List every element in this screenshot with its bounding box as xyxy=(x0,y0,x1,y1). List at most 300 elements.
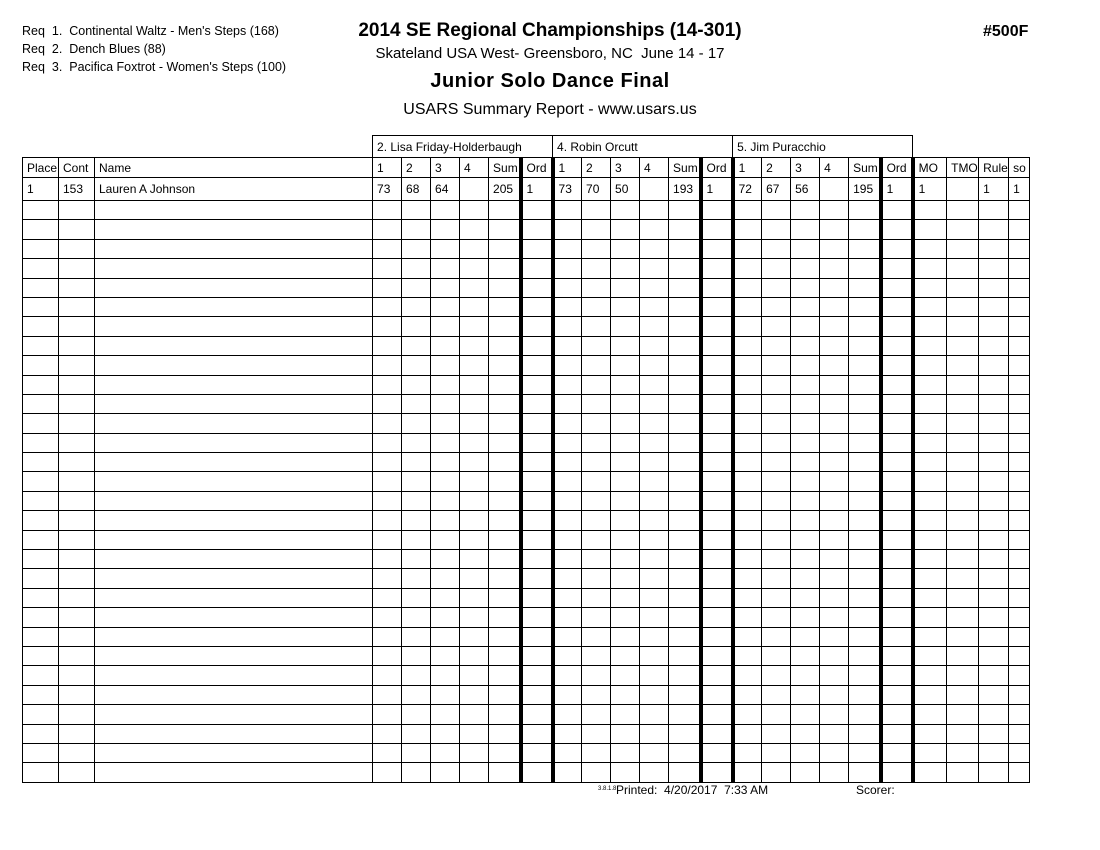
empty-cell xyxy=(947,220,979,239)
empty-cell xyxy=(402,569,431,588)
empty-cell xyxy=(669,569,701,588)
empty-cell xyxy=(402,550,431,569)
empty-cell xyxy=(431,394,460,413)
empty-cell xyxy=(669,472,701,491)
empty-cell xyxy=(791,239,820,258)
empty-cell xyxy=(402,375,431,394)
empty-cell xyxy=(23,588,59,607)
empty-cell xyxy=(669,666,701,685)
empty-cell xyxy=(640,239,669,258)
empty-cell xyxy=(669,608,701,627)
empty-cell xyxy=(582,763,611,782)
empty-cell xyxy=(59,394,95,413)
empty-cell xyxy=(59,317,95,336)
empty-cell xyxy=(521,743,553,762)
empty-cell xyxy=(1009,356,1030,375)
empty-cell xyxy=(402,278,431,297)
empty-cell xyxy=(582,414,611,433)
empty-cell xyxy=(460,627,489,646)
empty-cell xyxy=(553,201,582,220)
empty-cell xyxy=(640,763,669,782)
empty-cell xyxy=(849,666,881,685)
empty-cell xyxy=(733,569,762,588)
empty-cell xyxy=(1009,666,1030,685)
empty-cell xyxy=(373,201,402,220)
sum-cell: 195 xyxy=(849,178,881,201)
empty-cell xyxy=(460,491,489,510)
empty-cell xyxy=(979,394,1009,413)
empty-cell xyxy=(23,550,59,569)
empty-cell xyxy=(640,569,669,588)
score-cell: 56 xyxy=(791,178,820,201)
empty-cell xyxy=(733,511,762,530)
empty-cell xyxy=(489,259,521,278)
empty-cell xyxy=(701,646,733,665)
empty-cell xyxy=(820,530,849,549)
empty-cell xyxy=(733,433,762,452)
empty-cell xyxy=(431,356,460,375)
empty-cell xyxy=(820,724,849,743)
empty-cell xyxy=(820,511,849,530)
empty-cell xyxy=(881,705,913,724)
sum-cell: 205 xyxy=(489,178,521,201)
empty-cell xyxy=(1009,530,1030,549)
empty-cell xyxy=(640,317,669,336)
empty-cell xyxy=(489,608,521,627)
empty-cell xyxy=(947,491,979,510)
empty-cell xyxy=(431,375,460,394)
tmo-cell xyxy=(947,178,979,201)
empty-cell xyxy=(849,375,881,394)
empty-cell xyxy=(521,220,553,239)
empty-cell xyxy=(947,627,979,646)
empty-cell xyxy=(489,569,521,588)
empty-cell xyxy=(95,394,373,413)
judge-name-cell: 5. Jim Puracchio xyxy=(733,136,913,158)
empty-cell xyxy=(913,646,947,665)
empty-cell xyxy=(521,201,553,220)
empty-cell xyxy=(979,550,1009,569)
empty-cell xyxy=(373,588,402,607)
empty-cell xyxy=(701,627,733,646)
empty-cell xyxy=(947,743,979,762)
empty-cell xyxy=(553,472,582,491)
empty-cell xyxy=(733,375,762,394)
empty-cell xyxy=(460,666,489,685)
empty-cell xyxy=(820,220,849,239)
empty-cell xyxy=(791,724,820,743)
empty-cell xyxy=(373,511,402,530)
empty-cell xyxy=(95,472,373,491)
empty-cell xyxy=(373,433,402,452)
empty-cell xyxy=(582,472,611,491)
empty-cell xyxy=(762,550,791,569)
empty-cell xyxy=(640,491,669,510)
empty-cell xyxy=(460,743,489,762)
empty-cell xyxy=(402,336,431,355)
empty-cell xyxy=(431,472,460,491)
empty-cell xyxy=(701,763,733,782)
empty-cell xyxy=(791,472,820,491)
empty-cell xyxy=(913,297,947,316)
empty-cell xyxy=(849,201,881,220)
empty-cell xyxy=(611,724,640,743)
empty-cell xyxy=(881,375,913,394)
empty-cell xyxy=(762,336,791,355)
empty-cell xyxy=(402,220,431,239)
empty-cell xyxy=(701,414,733,433)
empty-cell xyxy=(881,201,913,220)
empty-cell xyxy=(23,297,59,316)
empty-cell xyxy=(521,608,553,627)
empty-cell xyxy=(373,491,402,510)
empty-cell xyxy=(791,259,820,278)
empty-cell xyxy=(733,627,762,646)
empty-cell xyxy=(849,685,881,704)
empty-cell xyxy=(791,685,820,704)
empty-cell xyxy=(1009,472,1030,491)
empty-cell xyxy=(733,743,762,762)
empty-cell xyxy=(489,646,521,665)
empty-cell xyxy=(489,472,521,491)
empty-cell xyxy=(979,356,1009,375)
empty-cell xyxy=(59,588,95,607)
empty-cell xyxy=(913,414,947,433)
empty-cell xyxy=(640,201,669,220)
empty-cell xyxy=(881,763,913,782)
empty-cell xyxy=(1009,646,1030,665)
empty-cell xyxy=(373,278,402,297)
empty-cell xyxy=(979,278,1009,297)
empty-cell xyxy=(820,433,849,452)
score-cell: 73 xyxy=(553,178,582,201)
empty-cell xyxy=(669,259,701,278)
empty-cell xyxy=(762,705,791,724)
empty-cell xyxy=(669,550,701,569)
empty-cell xyxy=(762,394,791,413)
empty-cell xyxy=(402,530,431,549)
empty-cell xyxy=(23,491,59,510)
empty-cell xyxy=(947,259,979,278)
empty-cell xyxy=(521,317,553,336)
empty-cell xyxy=(373,472,402,491)
empty-cell xyxy=(762,317,791,336)
empty-cell xyxy=(849,259,881,278)
empty-cell xyxy=(431,743,460,762)
empty-cell xyxy=(820,550,849,569)
empty-cell xyxy=(669,239,701,258)
empty-cell xyxy=(913,375,947,394)
empty-cell xyxy=(640,608,669,627)
empty-cell xyxy=(489,550,521,569)
empty-cell xyxy=(489,201,521,220)
empty-cell xyxy=(791,356,820,375)
empty-cell xyxy=(460,705,489,724)
empty-cell xyxy=(762,220,791,239)
empty-cell xyxy=(59,297,95,316)
empty-cell xyxy=(59,646,95,665)
empty-cell xyxy=(820,317,849,336)
empty-cell xyxy=(762,491,791,510)
empty-cell xyxy=(460,472,489,491)
empty-cell xyxy=(59,550,95,569)
scorer-label: Scorer: xyxy=(856,783,895,797)
empty-cell xyxy=(23,530,59,549)
empty-cell xyxy=(979,588,1009,607)
empty-cell xyxy=(1009,201,1030,220)
empty-cell xyxy=(820,259,849,278)
score-cell: 50 xyxy=(611,178,640,201)
empty-cell xyxy=(947,336,979,355)
empty-cell xyxy=(762,472,791,491)
empty-cell xyxy=(460,278,489,297)
empty-cell xyxy=(582,627,611,646)
empty-cell xyxy=(947,433,979,452)
report-subtitle: USARS Summary Report - www.usars.us xyxy=(403,101,697,118)
empty-cell xyxy=(881,220,913,239)
empty-cell xyxy=(23,569,59,588)
empty-cell xyxy=(489,297,521,316)
empty-cell xyxy=(582,550,611,569)
empty-cell xyxy=(701,472,733,491)
empty-cell xyxy=(640,394,669,413)
software-version: 3.8.1.8 xyxy=(598,786,617,792)
empty-cell xyxy=(791,433,820,452)
empty-cell xyxy=(733,608,762,627)
empty-cell xyxy=(611,453,640,472)
empty-cell xyxy=(489,511,521,530)
empty-cell xyxy=(431,491,460,510)
empty-cell xyxy=(23,414,59,433)
score-cell: 64 xyxy=(431,178,460,201)
empty-cell xyxy=(431,201,460,220)
empty-cell xyxy=(849,356,881,375)
score-cell: 73 xyxy=(373,178,402,201)
empty-cell xyxy=(701,433,733,452)
empty-cell xyxy=(460,763,489,782)
empty-cell xyxy=(640,356,669,375)
empty-cell xyxy=(431,259,460,278)
empty-cell xyxy=(582,588,611,607)
empty-cell xyxy=(733,666,762,685)
empty-cell xyxy=(553,220,582,239)
empty-cell xyxy=(431,433,460,452)
empty-cell xyxy=(59,666,95,685)
empty-cell xyxy=(947,278,979,297)
empty-cell xyxy=(59,414,95,433)
column-header-cell: TMO xyxy=(947,158,979,178)
empty-cell xyxy=(791,394,820,413)
empty-cell xyxy=(95,724,373,743)
empty-cell xyxy=(791,588,820,607)
empty-cell xyxy=(913,685,947,704)
empty-cell xyxy=(820,356,849,375)
empty-cell xyxy=(979,201,1009,220)
empty-cell xyxy=(431,297,460,316)
empty-cell xyxy=(913,394,947,413)
empty-cell xyxy=(553,317,582,336)
empty-cell xyxy=(820,705,849,724)
empty-cell xyxy=(521,433,553,452)
empty-cell xyxy=(979,317,1009,336)
empty-cell xyxy=(373,336,402,355)
requirement-line: Req 3. Pacifica Foxtrot - Women's Steps (100) xyxy=(22,60,287,74)
empty-cell xyxy=(669,336,701,355)
empty-cell xyxy=(373,394,402,413)
rule-cell: 1 xyxy=(979,178,1009,201)
empty-cell xyxy=(1009,763,1030,782)
empty-cell xyxy=(733,414,762,433)
empty-cell xyxy=(669,588,701,607)
column-header-cell: 2 xyxy=(582,158,611,178)
empty-cell xyxy=(611,394,640,413)
place-cell: 1 xyxy=(23,178,59,201)
empty-cell xyxy=(373,453,402,472)
empty-cell xyxy=(521,375,553,394)
empty-cell xyxy=(849,317,881,336)
empty-cell xyxy=(611,433,640,452)
printed-timestamp: Printed: 4/20/2017 7:33 AM xyxy=(616,783,769,797)
empty-cell xyxy=(791,608,820,627)
empty-cell xyxy=(881,666,913,685)
empty-cell xyxy=(582,220,611,239)
empty-cell xyxy=(1009,608,1030,627)
empty-cell xyxy=(701,550,733,569)
empty-cell xyxy=(611,356,640,375)
empty-cell xyxy=(881,317,913,336)
column-header-cell: 1 xyxy=(553,158,582,178)
empty-cell xyxy=(582,336,611,355)
empty-cell xyxy=(373,375,402,394)
empty-cell xyxy=(402,511,431,530)
empty-cell xyxy=(373,646,402,665)
empty-cell xyxy=(373,550,402,569)
empty-cell xyxy=(431,724,460,743)
empty-cell xyxy=(640,666,669,685)
empty-cell xyxy=(701,220,733,239)
empty-cell xyxy=(913,743,947,762)
empty-cell xyxy=(611,685,640,704)
empty-cell xyxy=(59,685,95,704)
empty-cell xyxy=(59,511,95,530)
empty-cell xyxy=(521,724,553,743)
empty-cell xyxy=(521,259,553,278)
empty-cell xyxy=(553,278,582,297)
empty-cell xyxy=(881,685,913,704)
empty-cell xyxy=(881,297,913,316)
empty-cell xyxy=(762,530,791,549)
empty-cell xyxy=(701,530,733,549)
empty-cell xyxy=(1009,433,1030,452)
empty-cell xyxy=(701,201,733,220)
empty-cell xyxy=(611,317,640,336)
empty-cell xyxy=(23,394,59,413)
column-header-cell: 3 xyxy=(611,158,640,178)
empty-cell xyxy=(733,491,762,510)
empty-cell xyxy=(640,433,669,452)
empty-cell xyxy=(762,724,791,743)
empty-cell xyxy=(640,646,669,665)
empty-cell xyxy=(762,646,791,665)
empty-cell xyxy=(979,433,1009,452)
empty-cell xyxy=(820,453,849,472)
empty-cell xyxy=(669,317,701,336)
empty-cell xyxy=(521,453,553,472)
empty-cell xyxy=(947,239,979,258)
empty-cell xyxy=(460,414,489,433)
empty-cell xyxy=(59,569,95,588)
empty-cell xyxy=(489,394,521,413)
empty-cell xyxy=(849,414,881,433)
empty-cell xyxy=(402,201,431,220)
name-cell: Lauren A Johnson xyxy=(95,178,373,201)
empty-cell xyxy=(913,608,947,627)
empty-cell xyxy=(59,724,95,743)
empty-cell xyxy=(1009,220,1030,239)
column-header-cell: MO xyxy=(913,158,947,178)
column-header-cell: Cont xyxy=(59,158,95,178)
empty-cell xyxy=(947,646,979,665)
empty-cell xyxy=(1009,278,1030,297)
empty-cell xyxy=(640,588,669,607)
empty-cell xyxy=(913,511,947,530)
empty-cell xyxy=(373,705,402,724)
empty-cell xyxy=(402,356,431,375)
empty-cell xyxy=(402,472,431,491)
empty-cell xyxy=(431,220,460,239)
empty-cell xyxy=(849,336,881,355)
empty-cell xyxy=(640,685,669,704)
empty-cell xyxy=(881,472,913,491)
empty-cell xyxy=(791,646,820,665)
empty-cell xyxy=(762,453,791,472)
empty-cell xyxy=(881,530,913,549)
empty-cell xyxy=(1009,317,1030,336)
empty-cell xyxy=(979,685,1009,704)
empty-cell xyxy=(431,685,460,704)
empty-cell xyxy=(979,220,1009,239)
empty-cell xyxy=(1009,491,1030,510)
empty-cell xyxy=(553,375,582,394)
empty-cell xyxy=(95,646,373,665)
empty-cell xyxy=(820,608,849,627)
empty-cell xyxy=(521,646,553,665)
empty-cell xyxy=(849,511,881,530)
empty-cell xyxy=(701,491,733,510)
empty-cell xyxy=(373,297,402,316)
empty-cell xyxy=(791,530,820,549)
column-header-cell: 2 xyxy=(762,158,791,178)
empty-cell xyxy=(979,297,1009,316)
empty-cell xyxy=(947,608,979,627)
empty-cell xyxy=(849,763,881,782)
empty-cell xyxy=(59,336,95,355)
empty-cell xyxy=(431,239,460,258)
empty-cell xyxy=(582,743,611,762)
empty-cell xyxy=(913,259,947,278)
empty-cell xyxy=(669,375,701,394)
empty-cell xyxy=(979,724,1009,743)
empty-cell xyxy=(701,569,733,588)
empty-cell xyxy=(521,588,553,607)
empty-cell xyxy=(820,646,849,665)
empty-cell xyxy=(849,453,881,472)
empty-cell xyxy=(913,705,947,724)
empty-cell xyxy=(849,724,881,743)
empty-cell xyxy=(553,724,582,743)
empty-cell xyxy=(762,511,791,530)
empty-cell xyxy=(820,743,849,762)
